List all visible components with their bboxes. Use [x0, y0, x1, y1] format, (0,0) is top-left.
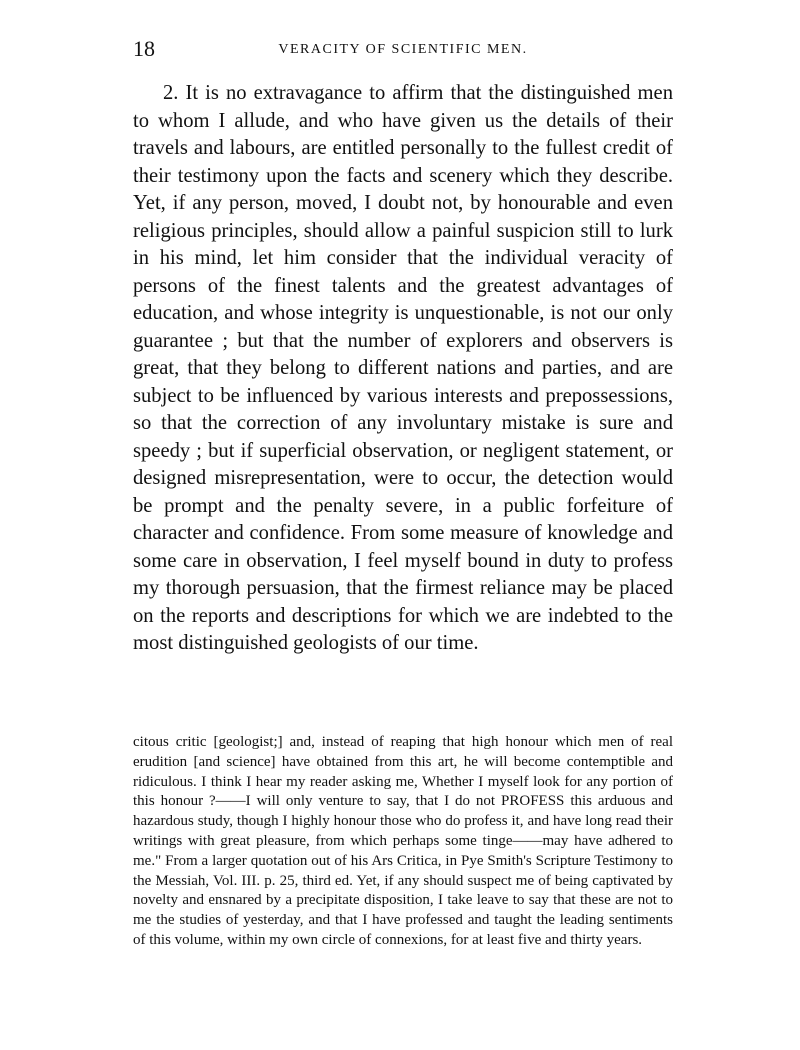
running-title: VERACITY OF SCIENTIFIC MEN. — [278, 42, 528, 57]
footnote: citous critic [geologist;] and, instead of reaping that high honour which men of real erudition [and science] have obtained from this art, he will become contemptible and ridiculous. I think I hear my reader asking me, Whether I myself look for any portion of this honour ?——I will only venture to say, that I do not PROFESS this arduous and hazardous study, though I highly honour those who do profess it, and have long read their writings with great pleasure, from which perhaps some tinge——may have adhered to me." From a larger quotation out of his Ars Critica, in Pye Smith's Scripture Testimony to the Messiah, Vol. III. p. 25, third ed. Yet, if any should suspect me of being captivated by novelty and ensnared by a precipitate disposition, I take leave to say that these are not to me the studies of yesterday, and that I have professed and taught the leading sentiments of this volume, within my own circle of connexions, for at least five and thirty years. — [133, 734, 673, 948]
page-header — [133, 36, 673, 66]
main-paragraph-text: 2. It is no extravagance to affirm that the distinguished men to whom I allude, and who have given us the details of their travels and labours, are entitled personally to the fullest credit of their testimony upon the facts and scenery which they describe. Yet, if any person, moved, I doubt not, by honourable and even religious principles, should allow a painful suspicion still to lurk in his mind, let him consider that the individual veracity of persons of the finest talents and the greatest advantages of education, and whose integrity is unquestionable, is not our only guarantee ; but that the number of explorers and observers is great, that they belong to different nations and parties, and are subject to be influenced by various interests and prepossessions, so that the correction of any involuntary mistake is sure and speedy ; but if superficial observation, or negligent statement, or designed misrepresentation, were to occur, the detection would be prompt and the penalty severe, in a public forfeiture of character and confidence. From some measure of knowledge and some care in observation, I feel myself bound in duty to profess my thorough persuasion, that the firmest reliance may be placed on the reports and descriptions for which we are indebted to the most distinguished geologists of our time. — [133, 82, 673, 654]
page-number: 18 — [133, 36, 155, 61]
main-paragraph — [133, 80, 673, 658]
